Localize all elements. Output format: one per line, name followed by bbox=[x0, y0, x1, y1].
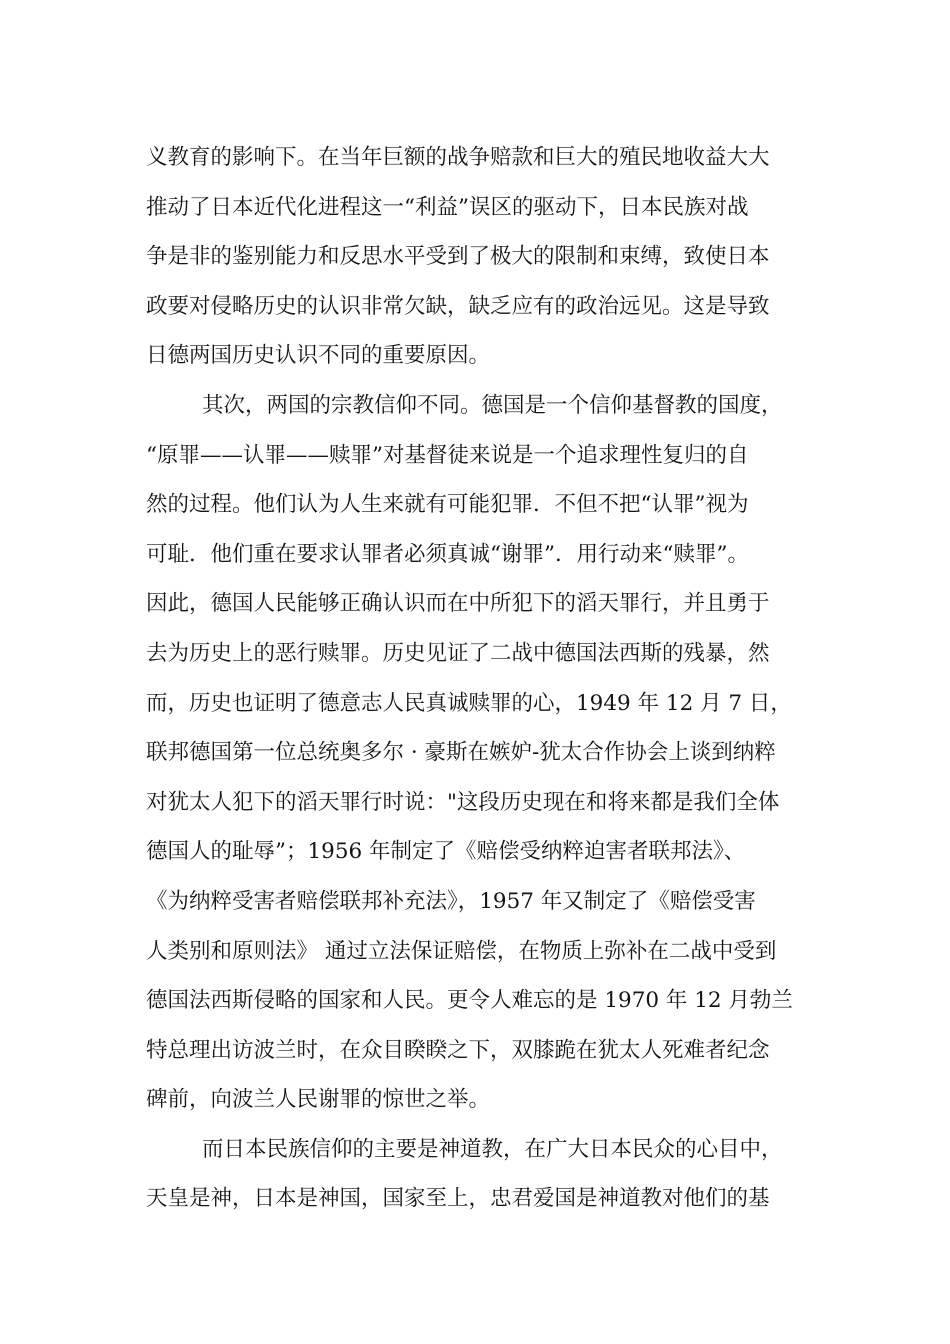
text-line: 推动了日本近代化进程这一“利益”误区的驱动下，日本民族对战 bbox=[146, 194, 749, 220]
text-line: 碑前，向波兰人民谢罪的惊世之举。 bbox=[146, 1087, 491, 1113]
text-line: 日德两国历史认识不同的重要原因。 bbox=[146, 343, 491, 369]
text-line: 特总理出访波兰时，在众目睽睽之下，双膝跪在犹太人死难者纪念 bbox=[146, 1037, 770, 1063]
text-line: 德国人的耻辱”；1956 年制定了《赔偿受纳粹迫害者联邦法》、 bbox=[146, 839, 746, 865]
paragraph-first-line: 其次，两国的宗教信仰不同。德国是一个信仰基督教的国度， bbox=[202, 392, 783, 418]
text-line: 去为历史上的恶行赎罪。历史见证了二战中德国法西斯的残暴，然 bbox=[146, 640, 770, 666]
text-line: 政要对侵略历史的认识非常欠缺，缺乏应有的政治远见。这是导致 bbox=[146, 293, 770, 319]
text-line: 对犹太人犯下的滔天罪行时说："这段历史现在和将来都是我们全体 bbox=[146, 789, 780, 815]
text-line: 可耻．他们重在要求认罪者必须真诚“谢罪”．用行动来“赎罪”。 bbox=[146, 541, 749, 567]
text-line: 因此，德国人民能够正确认识而在中所犯下的滔天罪行，并且勇于 bbox=[146, 591, 770, 617]
text-line: 《为纳粹受害者赔偿联邦补充法》，1957 年又制定了《赔偿受害 bbox=[146, 888, 756, 914]
text-line: 联邦德国第一位总统奥多尔 · 豪斯在嫉妒-犹太合作协会上谈到纳粹 bbox=[146, 740, 776, 766]
text-line: 争是非的鉴别能力和反思水平受到了极大的限制和束缚，致使日本 bbox=[146, 244, 770, 270]
text-line: 义教育的影响下。在当年巨额的战争赔款和巨大的殖民地收益大大 bbox=[146, 145, 770, 170]
text-line: “原罪——认罪——赎罪”对基督徒来说是一个追求理性复归的自 bbox=[146, 442, 749, 468]
text-line: 德国法西斯侵略的国家和人民。更令人难忘的是 1970 年 12 月勃兰 bbox=[146, 988, 793, 1014]
paragraph-first-line: 而日本民族信仰的主要是神道教，在广大日本民众的心目中， bbox=[202, 1136, 783, 1162]
text-line: 人类别和原则法》 通过立法保证赔偿，在物质上弥补在二战中受到 bbox=[146, 938, 777, 964]
document-body bbox=[146, 133, 806, 1224]
text-line: 天皇是神，日本是神国，国家至上，忠君爱国是神道教对他们的基 bbox=[146, 1186, 770, 1212]
text-line: 然的过程。他们认为人生来就有可能犯罪．不但不把“认罪”视为 bbox=[146, 492, 749, 518]
text-line: 而，历史也证明了德意志人民真诚赎罪的心，1949 年 12 月 7 日， bbox=[146, 690, 792, 716]
